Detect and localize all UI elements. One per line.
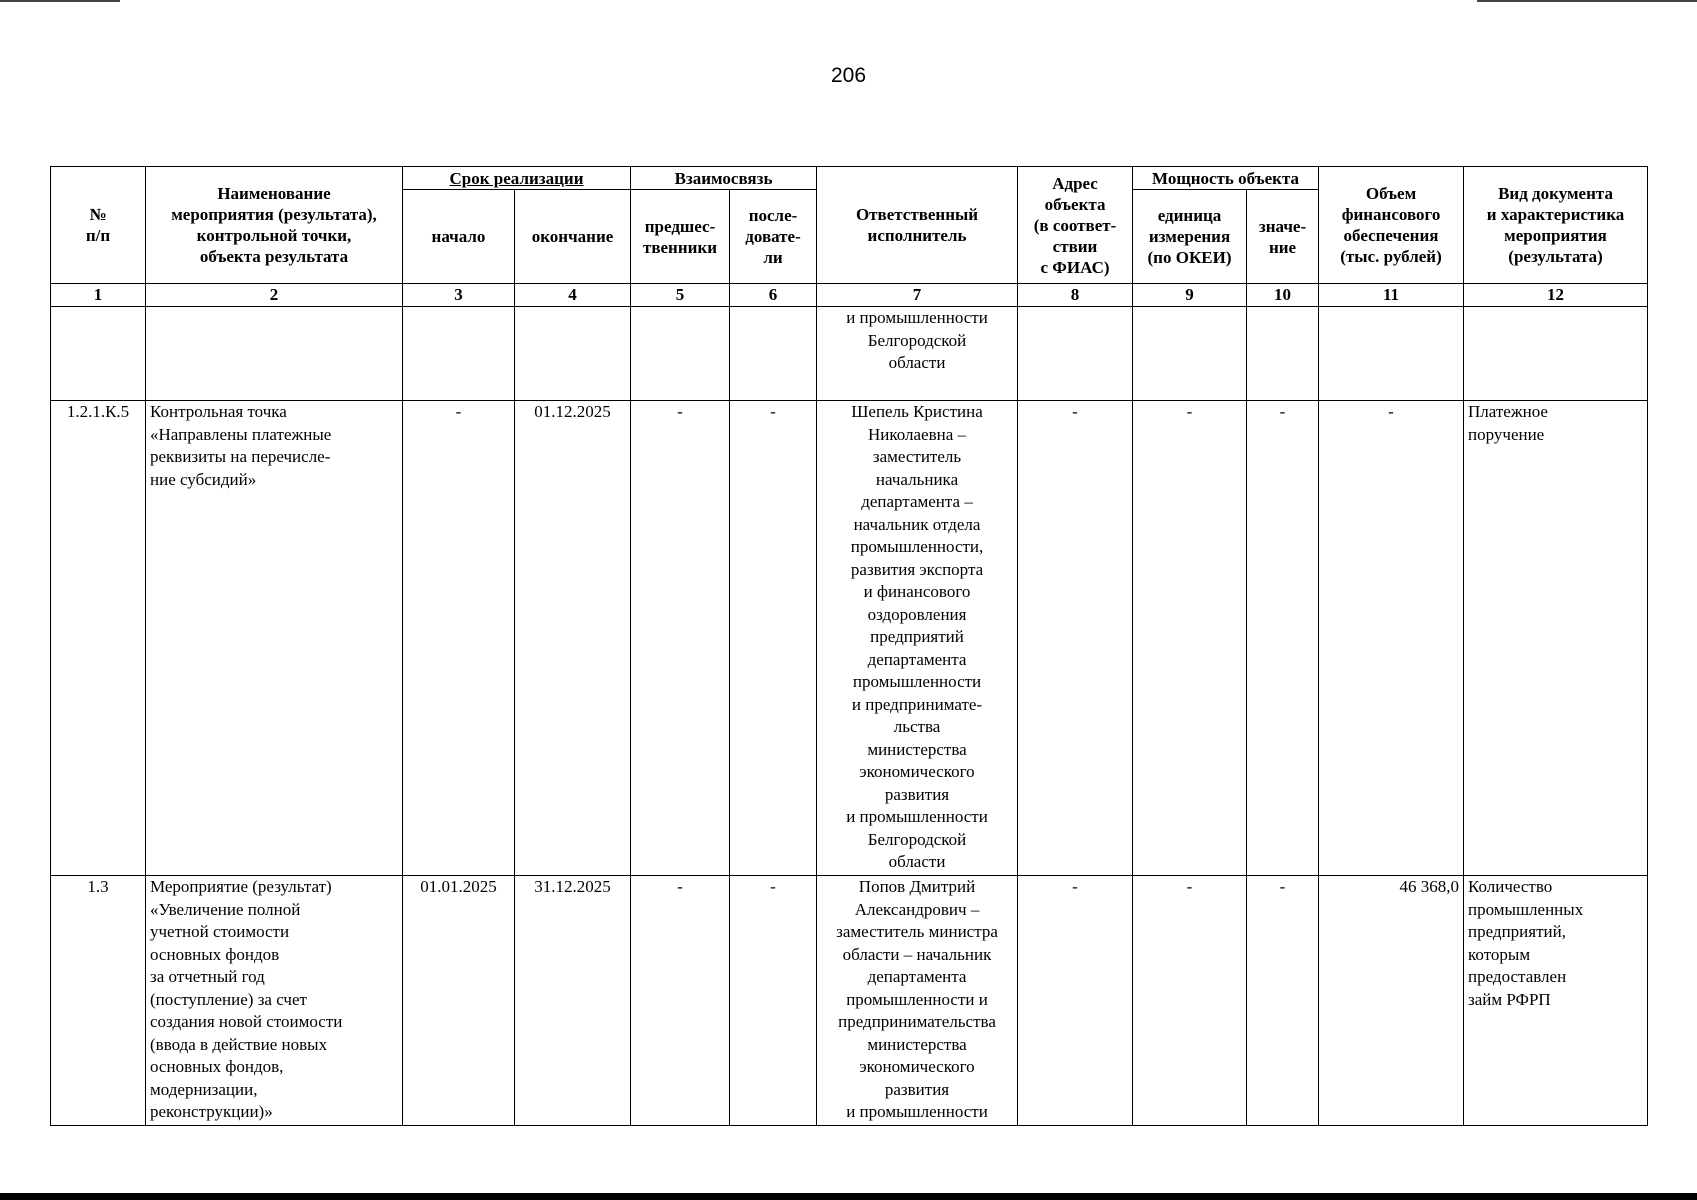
cell-end: 01.12.2025 — [515, 401, 631, 876]
column-number: 2 — [146, 284, 403, 307]
cell-predecessors: - — [631, 401, 730, 876]
cell-executor: Шепель Кристина Николаевна – заместитель начальника департамента – начальник отдела промышленности, развития экспорта и финансового оздоровления предприятий департамента промышленности и предпринимате- льства министерства экономического развития и промышленности Белгородской области — [817, 401, 1018, 876]
header-predecessors: предшес- твенники — [631, 190, 730, 284]
cell-predecessors — [631, 307, 730, 401]
cell-start: 01.01.2025 — [403, 876, 515, 1126]
cell-successors: - — [730, 876, 817, 1126]
cell-unit — [1133, 307, 1247, 401]
cell-funding: 46 368,0 — [1319, 876, 1464, 1126]
header-relation: Взаимосвязь — [631, 167, 817, 190]
column-number: 11 — [1319, 284, 1464, 307]
cell-value: - — [1247, 401, 1319, 876]
scan-bottom-edge — [0, 1193, 1697, 1200]
column-number: 3 — [403, 284, 515, 307]
cell-num: 1.2.1.К.5 — [51, 401, 146, 876]
cell-address — [1018, 307, 1133, 401]
cell-start: - — [403, 401, 515, 876]
cell-doc: Платежное поручение — [1464, 401, 1648, 876]
top-edge-line-right — [1477, 0, 1697, 2]
header-end: окончание — [515, 190, 631, 284]
cell-unit: - — [1133, 401, 1247, 876]
cell-end: 31.12.2025 — [515, 876, 631, 1126]
cell-num — [51, 307, 146, 401]
header-unit: единица измерения (по ОКЕИ) — [1133, 190, 1247, 284]
header-start: начало — [403, 190, 515, 284]
column-number: 10 — [1247, 284, 1319, 307]
cell-predecessors: - — [631, 876, 730, 1126]
cell-doc — [1464, 307, 1648, 401]
cell-name: Мероприятие (результат) «Увеличение полной учетной стоимости основных фондов за отчетный год (поступление) за счет создания новой стоимости (ввода в действие новых основных фондов, модернизации, реконструкции)» — [146, 876, 403, 1126]
cell-successors: - — [730, 401, 817, 876]
header-funding: Объем финансового обеспечения (тыс. рублей) — [1319, 167, 1464, 284]
column-number: 5 — [631, 284, 730, 307]
header-address: Адрес объекта (в соответ- ствии с ФИАС) — [1018, 167, 1133, 284]
cell-address: - — [1018, 401, 1133, 876]
header-executor: Ответственный исполнитель — [817, 167, 1018, 284]
cell-name — [146, 307, 403, 401]
cell-doc: Количество промышленных предприятий, которым предоставлен займ РФРП — [1464, 876, 1648, 1126]
header-num: № п/п — [51, 167, 146, 284]
cell-executor: Попов Дмитрий Александрович – заместитель министра области – начальник департамента промышленности и предпринимательства министерства экономического развития и промышленности — [817, 876, 1018, 1126]
column-number: 9 — [1133, 284, 1247, 307]
column-number: 8 — [1018, 284, 1133, 307]
column-number: 1 — [51, 284, 146, 307]
top-edge-line-left — [0, 0, 120, 2]
cell-executor: и промышленности Белгородской области — [817, 307, 1018, 401]
column-number: 6 — [730, 284, 817, 307]
header-period: Срок реализации — [403, 167, 631, 190]
cell-end — [515, 307, 631, 401]
table-row-continuation — [51, 307, 1648, 401]
header-name: Наименование мероприятия (результата), контрольной точки, объекта результата — [146, 167, 403, 284]
cell-funding: - — [1319, 401, 1464, 876]
header-successors: после- довате- ли — [730, 190, 817, 284]
column-number: 7 — [817, 284, 1018, 307]
cell-value: - — [1247, 876, 1319, 1126]
cell-value — [1247, 307, 1319, 401]
header-value: значе- ние — [1247, 190, 1319, 284]
cell-num: 1.3 — [51, 876, 146, 1126]
table-row-1-3 — [51, 876, 1648, 1126]
cell-successors — [730, 307, 817, 401]
plan-table — [50, 166, 1648, 1126]
column-number: 12 — [1464, 284, 1648, 307]
cell-funding — [1319, 307, 1464, 401]
cell-address: - — [1018, 876, 1133, 1126]
cell-name: Контрольная точка «Направлены платежные реквизиты на перечисле- ние субсидий» — [146, 401, 403, 876]
cell-start — [403, 307, 515, 401]
cell-unit: - — [1133, 876, 1247, 1126]
column-number: 4 — [515, 284, 631, 307]
page-number: 206 — [830, 64, 867, 87]
header-capacity: Мощность объекта — [1133, 167, 1319, 190]
table-row-1-2-1-k-5 — [51, 401, 1648, 876]
header-doc-type: Вид документа и характеристика мероприятия (результата) — [1464, 167, 1648, 284]
